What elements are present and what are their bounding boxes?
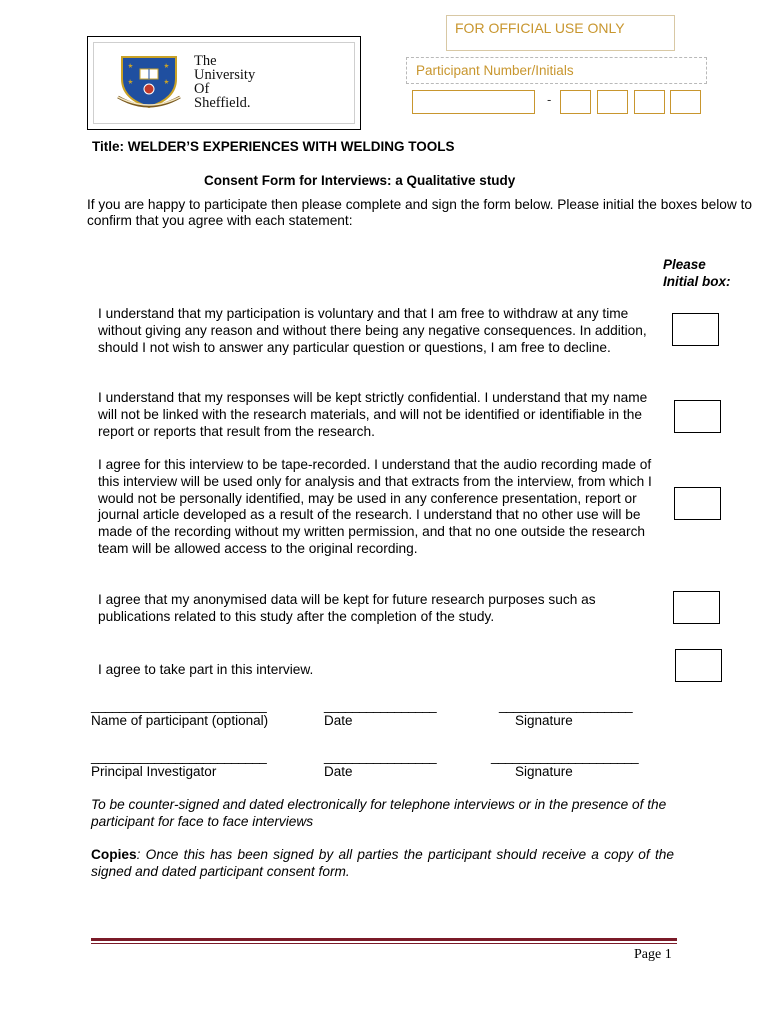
footer-rule <box>91 938 677 941</box>
participant-name-label: Name of participant (optional) <box>91 713 269 728</box>
consent-statement: I agree for this interview to be tape-recorded. I understand that the audio recording made of this interview will be used only for analysis and that extracts from the interview, from which I would not be personally identified, may be used in any conference presentation, report or journal article developed as a result of the research. I understand that no other use will be made of the recording without my written permission, and that no one outside the research team will be allowed access to the original recording. <box>98 457 652 556</box>
copies-text: : Once this has been signed by all parties the participant should receive a copy of the signed and dated participant consent form. <box>91 847 674 879</box>
participant-initial-box[interactable] <box>634 90 665 114</box>
footer-rule-thin <box>91 943 677 944</box>
copies-note <box>91 846 674 880</box>
university-name-line: University <box>194 67 256 83</box>
consent-statement: I agree that my anonymised data will be kept for future research purposes such as publications related to this study after the completion of the study. <box>98 592 596 624</box>
initial-box[interactable] <box>675 649 722 682</box>
participant-date-line[interactable]: ________________ <box>324 698 437 713</box>
official-use-label: FOR OFFICIAL USE ONLY <box>446 15 675 51</box>
investigator-name-line[interactable]: _________________________ <box>91 749 267 764</box>
participant-initial-box[interactable] <box>597 90 628 114</box>
participant-separator: - <box>547 92 552 107</box>
initial-box[interactable] <box>673 591 720 624</box>
counter-sign-note: To be counter-signed and dated electronically for telephone interviews or in the presence of the participant for face to face interviews <box>91 797 667 829</box>
copies-label: Copies <box>91 847 137 862</box>
initial-box[interactable] <box>674 487 721 520</box>
participant-number-label: Participant Number/Initials <box>406 57 707 84</box>
investigator-date-label: Date <box>324 764 353 779</box>
university-crest-icon <box>116 53 182 109</box>
initial-box[interactable] <box>672 313 719 346</box>
participant-date-label: Date <box>324 713 353 728</box>
university-name-line: Of <box>194 81 210 97</box>
form-subtitle: Consent Form for Interviews: a Qualitative study <box>204 173 516 188</box>
consent-statement: I understand that my participation is voluntary and that I am free to withdraw at any time without giving any reason and without there being any negative consequences. In addition, should I not wish to answer any particular question or questions, I am free to decline. <box>98 306 647 355</box>
initial-box-header <box>663 256 731 290</box>
consent-statement: I understand that my responses will be kept strictly confidential. I understand that my name will not be linked with the research materials, and will not be identified or identifiable in the report or reports that result from the research. <box>98 390 648 439</box>
initial-box[interactable] <box>674 400 721 433</box>
participant-name-line[interactable]: _________________________ <box>91 698 267 713</box>
investigator-date-line[interactable]: ________________ <box>324 749 437 764</box>
participant-signature-label: Signature <box>515 713 573 728</box>
initial-box-header-line: Initial box: <box>663 274 731 289</box>
participant-signature-line[interactable]: ___________________ <box>499 698 633 713</box>
intro-text: If you are happy to participate then please complete and sign the form below. Please initial the boxes below to confirm that you agree with each statement: <box>87 197 753 228</box>
participant-initial-box[interactable] <box>670 90 701 114</box>
page-number: Page 1 <box>634 947 672 962</box>
consent-statement: I agree to take part in this interview. <box>98 662 314 677</box>
participant-number-field[interactable] <box>412 90 535 114</box>
university-name <box>194 54 255 110</box>
document-title: Title: WELDER’S EXPERIENCES WITH WELDING TOOLS <box>92 139 455 154</box>
investigator-name-label: Principal Investigator <box>91 764 217 779</box>
university-name-line: Sheffield. <box>194 95 251 111</box>
investigator-signature-line[interactable]: _____________________ <box>491 749 639 764</box>
university-name-line: The <box>194 53 217 69</box>
investigator-signature-label: Signature <box>515 764 573 779</box>
participant-initial-box[interactable] <box>560 90 591 114</box>
initial-box-header-line: Please <box>663 257 706 272</box>
